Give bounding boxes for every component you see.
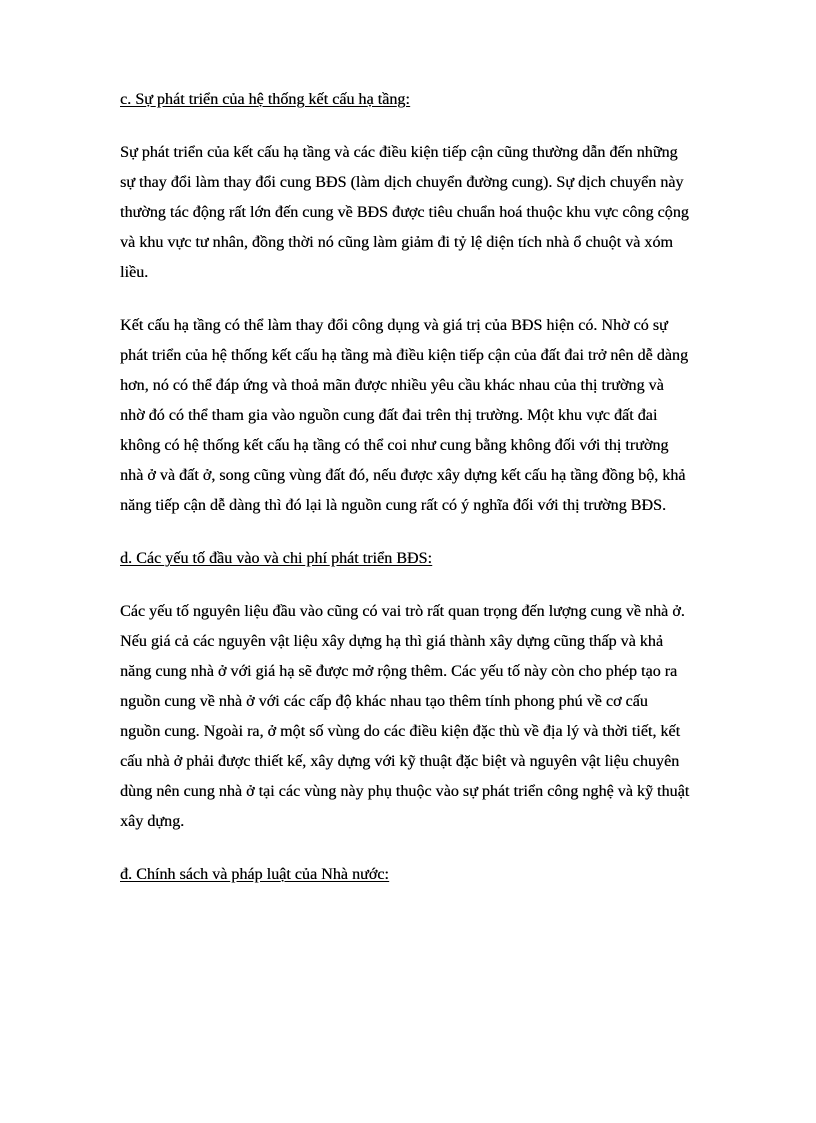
section-heading-infrastructure: c. Sự phát triển của hệ thống kết cấu hạ tầng:	[120, 91, 410, 108]
paragraph-infrastructure-1: Sự phát triển của kết cấu hạ tầng và các điều kiện tiếp cận cũng thường dẫn đến những sự thay đổi làm thay đổi cung BĐS (làm dịch chuyển đường cung). Sự dịch chuyển này thường tác động rất lớn đến cung về BĐS được tiêu chuẩn hoá thuộc khu vực công cộng và khu vực tư nhân, đồng thời nó cũng làm giảm đi tỷ lệ diện tích nhà ổ chuột và xóm liều.	[120, 144, 689, 281]
paragraph-infrastructure-2: Kết cấu hạ tầng có thể làm thay đổi công dụng và giá trị của BĐS hiện có. Nhờ có sự phát triển của hệ thống kết cấu hạ tầng mà điều kiện tiếp cận của đất đai trở nên dễ dàng hơn, nó có thể đáp ứng và thoả mãn được nhiều yêu cầu khác nhau của thị trường và nhờ đó có thể tham gia vào nguồn cung đất đai trên thị trường. Một khu vực đất đai không có hệ thống kết cấu hạ tầng có thể coi như cung bằng không đối với thị trường nhà ở và đất ở, song cũng vùng đất đó, nếu được xây dựng kết cấu hạ tầng đồng bộ, khả năng tiếp cận dễ dàng thì đó lại là nguồn cung rất có ý nghĩa đối với thị trường BĐS.	[120, 317, 688, 514]
section-heading-state-policy: đ. Chính sách và pháp luật của Nhà nước:	[120, 866, 389, 883]
document-page	[120, 85, 690, 890]
section-heading-input-costs: d. Các yếu tố đầu vào và chi phí phát triển BĐS:	[120, 550, 432, 567]
paragraph-input-costs-1: Các yếu tố nguyên liệu đầu vào cũng có vai trò rất quan trọng đến lượng cung về nhà ở. Nếu giá cả các nguyên vật liệu xây dựng hạ thì giá thành xây dựng cũng thấp và khả năng cung nhà ở với giá hạ sẽ được mở rộng thêm. Các yếu tố này còn cho phép tạo ra nguồn cung về nhà ở với các cấp độ khác nhau tạo thêm tính phong phú về cơ cấu nguồn cung. Ngoài ra, ở một số vùng do các điều kiện đặc thù về địa lý và thời tiết, kết cấu nhà ở phải được thiết kế, xây dựng với kỹ thuật đặc biệt và nguyên vật liệu chuyên dùng nên cung nhà ở tại các vùng này phụ thuộc vào sự phát triển công nghệ và kỹ thuật xây dựng.	[120, 603, 690, 830]
